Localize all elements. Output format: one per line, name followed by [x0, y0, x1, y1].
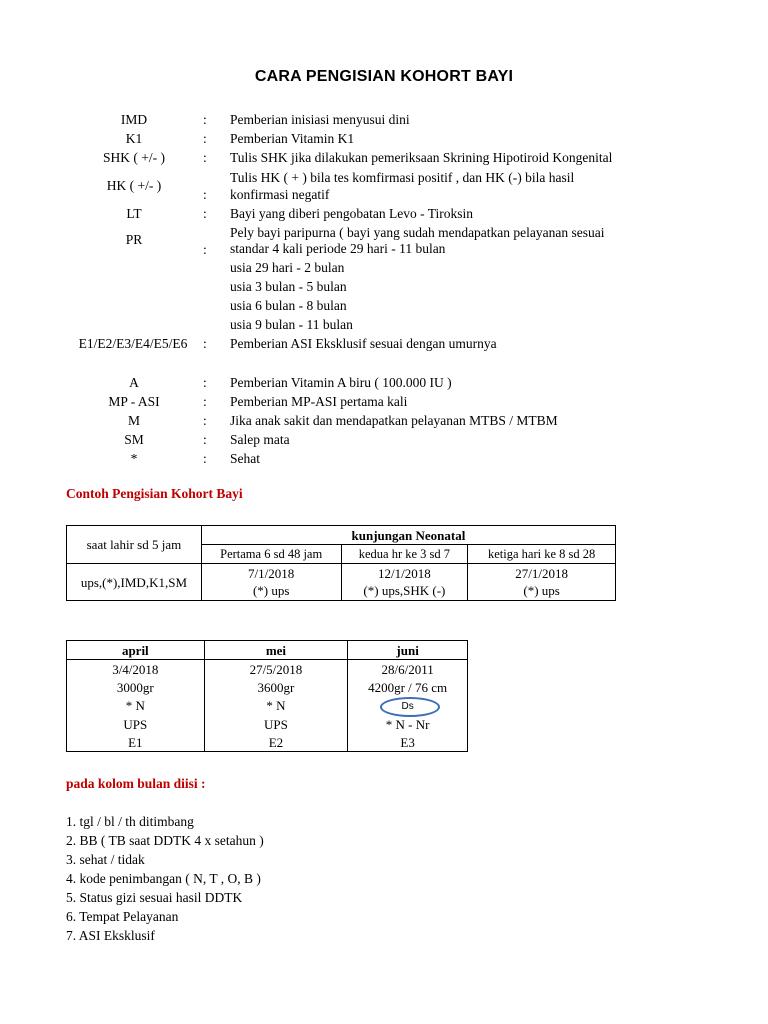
- table-cell: E2: [204, 733, 348, 752]
- definition-desc: usia 6 bulan - 8 bulan: [230, 298, 347, 313]
- definition-desc: Pemberian ASI Eksklusif sesuai dengan umurnya: [230, 336, 497, 351]
- definition-colon: :: [203, 242, 207, 257]
- list-item: 3. sehat / tidak: [66, 852, 145, 867]
- definition-term: HK ( +/- ): [106, 178, 162, 193]
- definition-term: K1: [125, 131, 143, 146]
- definition-colon: :: [203, 187, 207, 202]
- definition-row-mp-asi: [0, 392, 768, 411]
- table-cell: UPS: [204, 715, 348, 733]
- table-cell: * N: [204, 696, 348, 715]
- list-item: 2. BB ( TB saat DDTK 4 x setahun ): [66, 833, 264, 848]
- table-cell-birth-value: ups,(*),IMD,K1,SM: [67, 564, 202, 601]
- table-row: [67, 678, 468, 696]
- neonatal-visit-table: [66, 525, 616, 601]
- definition-colon: :: [203, 413, 207, 428]
- definition-desc: Pemberian Vitamin K1: [230, 131, 355, 146]
- table-header-birth: saat lahir sd 5 jam: [67, 526, 202, 564]
- definition-desc: usia 9 bulan - 11 bulan: [230, 317, 353, 332]
- list-item: 4. kode penimbangan ( N, T , O, B ): [66, 871, 261, 886]
- definition-row-hk: [0, 167, 768, 205]
- table-cell: E1: [67, 733, 205, 752]
- highlighted-value: Ds: [401, 701, 414, 712]
- table-header-row: [67, 641, 468, 660]
- visit-date: 27/1/2018: [515, 566, 568, 581]
- table-cell: 3000gr: [67, 678, 205, 696]
- table-header-juni: juni: [348, 641, 468, 660]
- visit-note: (*) ups: [523, 583, 560, 598]
- table-header-row: [67, 526, 616, 545]
- definition-colon: :: [203, 336, 207, 351]
- definition-term: IMD: [120, 112, 148, 127]
- definition-term: SM: [124, 432, 144, 447]
- table-subheader: Pertama 6 sd 48 jam: [201, 545, 341, 564]
- page-title: CARA PENGISIAN KOHORT BAYI: [254, 68, 514, 85]
- definition-desc: usia 3 bulan - 5 bulan: [230, 279, 347, 294]
- list-item: 1. tgl / bl / th ditimbang: [66, 814, 194, 829]
- definition-term: *: [130, 451, 138, 466]
- definition-row-k1: [0, 129, 768, 148]
- table-cell: * N - Nr: [348, 715, 468, 733]
- table-cell: E3: [348, 733, 468, 752]
- visit-note: (*) ups,SHK (-): [363, 583, 446, 598]
- monthly-table: [66, 640, 468, 752]
- definition-colon: :: [203, 432, 207, 447]
- definition-desc: Tulis SHK jika dilakukan pemeriksaan Skrining Hipotiroid Kongenital: [230, 150, 613, 165]
- definition-term: M: [127, 413, 140, 428]
- list-item: 5. Status gizi sesuai hasil DDTK: [66, 890, 243, 905]
- table-cell: 3600gr: [204, 678, 348, 696]
- table-cell: 4200gr / 76 cm: [348, 678, 468, 696]
- table-cell: UPS: [67, 715, 205, 733]
- table-row: [67, 660, 468, 679]
- list-item: 6. Tempat Pelayanan: [66, 909, 179, 924]
- table-row: [67, 733, 468, 752]
- definition-desc: Bayi yang diberi pengobatan Levo - Tiroksin: [230, 206, 473, 221]
- definition-row-lt: [0, 204, 768, 223]
- definition-colon: :: [203, 206, 207, 221]
- table-subheader: ketiga hari ke 8 sd 28: [468, 545, 616, 564]
- table-cell: 27/5/2018: [204, 660, 348, 679]
- definition-desc: Salep mata: [230, 432, 290, 447]
- table-cell: 3/4/2018: [67, 660, 205, 679]
- definition-colon: :: [203, 150, 207, 165]
- definition-colon: :: [203, 112, 207, 127]
- definition-desc: usia 29 hari - 2 bulan: [230, 260, 345, 275]
- definition-term: A: [129, 375, 139, 390]
- definition-desc: standar 4 kali periode 29 hari - 11 bulan: [230, 241, 446, 256]
- definition-term: MP - ASI: [108, 394, 160, 409]
- table-cell: * N: [67, 696, 205, 715]
- table-header-mei: mei: [204, 641, 348, 660]
- definition-row-e: [0, 334, 768, 353]
- definition-term: SHK ( +/- ): [103, 150, 165, 165]
- definition-desc: Pely bayi paripurna ( bayi yang sudah mendapatkan pelayanan sesuai: [230, 225, 605, 240]
- definition-row-pr: [0, 222, 768, 336]
- table-row: [67, 564, 616, 601]
- visit-note: (*) ups: [252, 583, 290, 598]
- table-subheader: kedua hr ke 3 sd 7: [341, 545, 468, 564]
- table-cell: [341, 564, 468, 601]
- table-cell: 28/6/2011: [348, 660, 468, 679]
- table-row: [67, 715, 468, 733]
- definition-row-sehat: [0, 449, 768, 468]
- definition-desc: konfirmasi negatif: [230, 187, 330, 202]
- definition-colon: :: [203, 451, 207, 466]
- definition-colon: :: [203, 375, 207, 390]
- definition-row-shk: [0, 148, 768, 167]
- definition-desc: Pemberian MP-ASI pertama kali: [230, 394, 408, 409]
- table-row: [67, 696, 468, 715]
- definition-row-m: [0, 411, 768, 430]
- definition-row-imd: [0, 110, 768, 129]
- definition-term: LT: [126, 206, 142, 221]
- definition-colon: :: [203, 131, 207, 146]
- table-cell: [468, 564, 616, 601]
- definition-term: E1/E2/E3/E4/E5/E6: [78, 336, 188, 351]
- month-heading: pada kolom bulan diisi :: [66, 776, 206, 791]
- definition-desc: Sehat: [230, 451, 260, 466]
- definition-desc: Pemberian inisiasi menyusui dini: [230, 112, 410, 127]
- table-cell: [201, 564, 341, 601]
- visit-date: 12/1/2018: [378, 566, 431, 581]
- example-heading: Contoh Pengisian Kohort Bayi: [66, 486, 243, 501]
- definition-colon: :: [203, 394, 207, 409]
- definition-desc: Jika anak sakit dan mendapatkan pelayanan MTBS / MTBM: [230, 413, 558, 428]
- table-group-header: kunjungan Neonatal: [201, 526, 615, 545]
- definition-term: PR: [125, 232, 143, 247]
- table-header-april: april: [67, 641, 205, 660]
- definition-desc: Pemberian Vitamin A biru ( 100.000 IU ): [230, 375, 452, 390]
- definition-row-sm: [0, 430, 768, 449]
- definition-desc: Tulis HK ( + ) bila tes komfirmasi positif , dan HK (-) bila hasil: [230, 170, 575, 185]
- visit-date: 7/1/2018: [248, 566, 295, 581]
- table-cell-highlighted: [348, 696, 468, 715]
- list-item: 7. ASI Eksklusif: [66, 928, 155, 943]
- definition-row-a: [0, 373, 768, 392]
